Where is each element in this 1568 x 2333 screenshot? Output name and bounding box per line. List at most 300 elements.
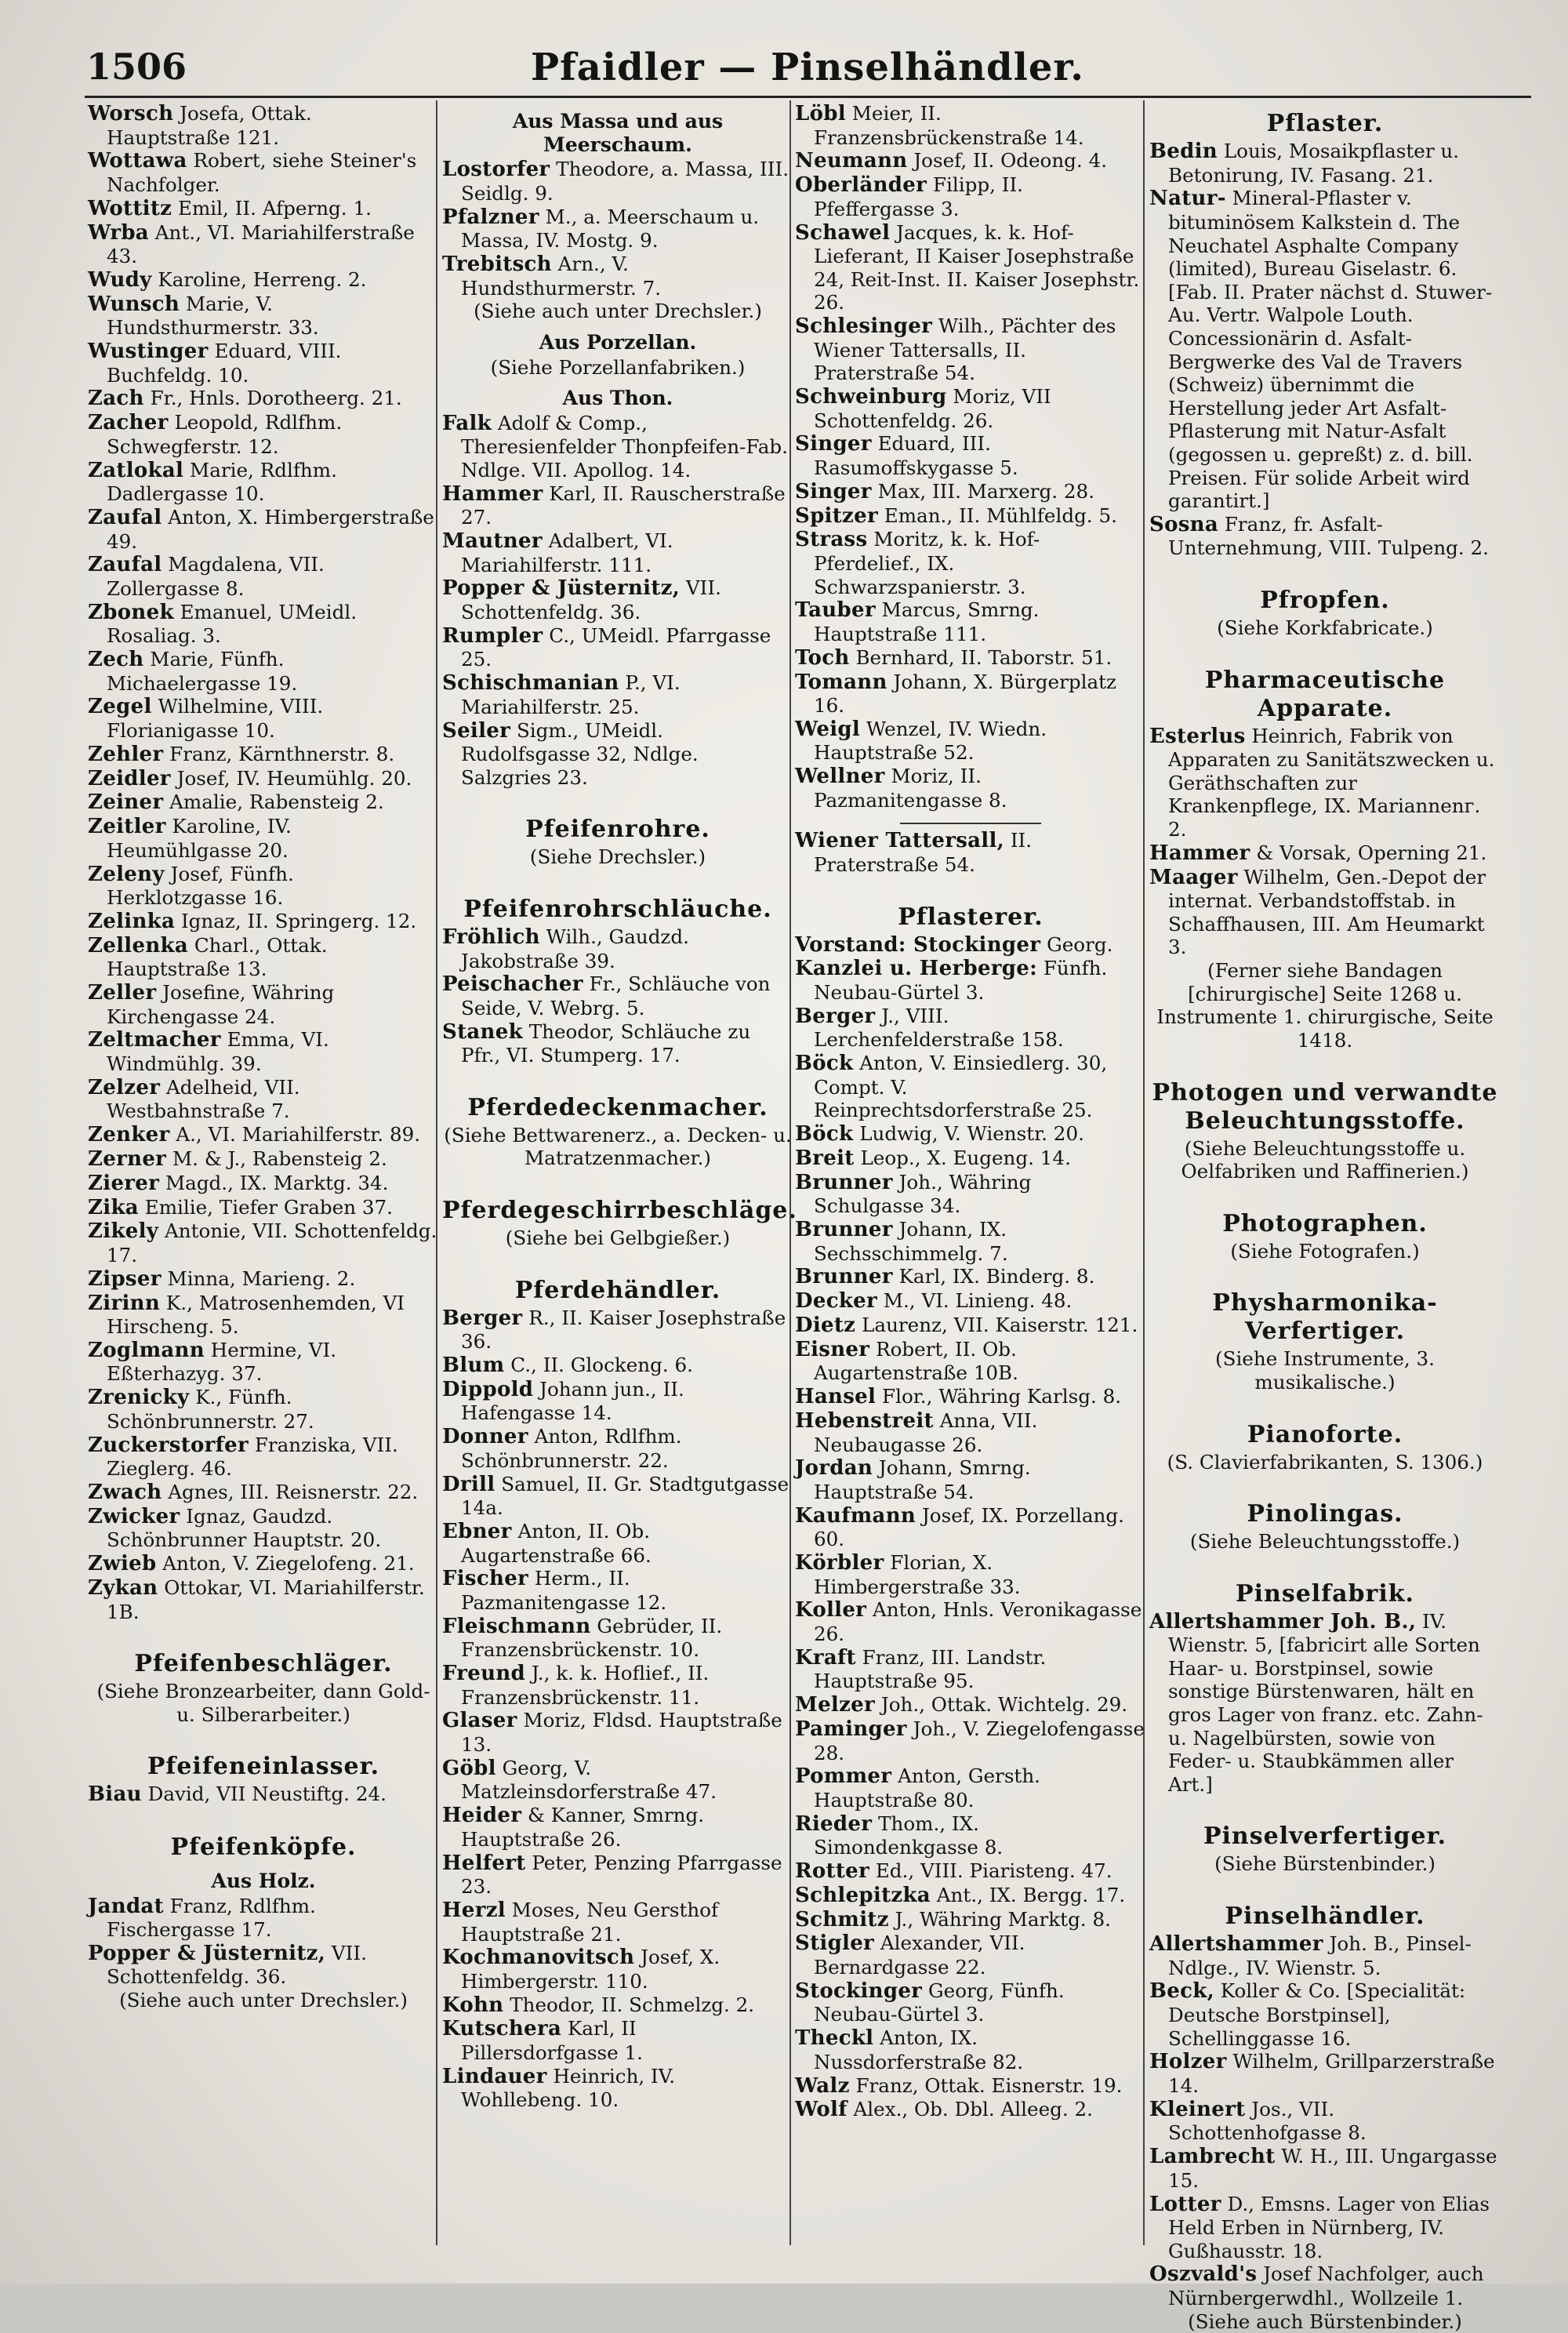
directory-entry <box>88 411 439 458</box>
entry-details: C., UMeidl. Pfarrgasse 25. <box>461 623 771 671</box>
section-heading: Pfeifenrohre. <box>525 816 710 844</box>
entry-details: Franz, III. Landstr. Hauptstraße 95. <box>814 1645 1047 1693</box>
section-heading: Pfeifenbeschläger. <box>134 1650 393 1678</box>
section-heading: Pinselhändler. <box>1225 1902 1425 1931</box>
entry-details: IV. Wienstr. 5, [fabricirt alle Sorten Haar- u. Borstpinsel, sowie sonstige Bürstenwaren, hält en gros Lager von franz. etc. Zahn- u. Nagelbürsten, sowie von Feder- u. Staubkämmen aller Art.] <box>1168 1609 1483 1796</box>
directory-entry <box>795 933 1146 958</box>
entry-name: Zacher <box>88 411 169 435</box>
entry-details: Franz, Ottak. Eisnerstr. 19. <box>855 2073 1123 2097</box>
entry-name: Spitzer <box>795 503 878 528</box>
entry-details: Peter, Penzing Pfarrgasse 23. <box>461 1851 782 1899</box>
directory-entry <box>795 385 1146 432</box>
directory-entry <box>795 1338 1146 1385</box>
entry-details: Moriz, II. Pazmanitengasse 8. <box>814 765 1007 812</box>
subsection-heading: Aus Holz. <box>211 1869 316 1892</box>
entry-name: Zehler <box>88 742 164 766</box>
entry-name: Kochmanovitsch <box>442 1946 635 1970</box>
entry-name: Mautner <box>442 529 543 554</box>
directory-entry <box>1149 2193 1501 2263</box>
header-rule <box>85 96 1531 98</box>
directory-entry <box>442 1757 793 1804</box>
entry-details: Samuel, II. Gr. Stadtgutgasse 14a. <box>461 1472 789 1520</box>
cross-reference: (Siehe auch unter Drechsler.) <box>474 300 762 323</box>
entry-name: Paminger <box>795 1717 907 1741</box>
directory-entry <box>795 670 1146 718</box>
entry-name: Schawel <box>795 220 891 245</box>
directory-entry <box>88 1076 439 1123</box>
column-2 <box>442 102 797 2266</box>
directory-entry <box>88 790 439 815</box>
entry-details: Joh., Ottak. Wichtelg. 29. <box>880 1693 1128 1717</box>
cross-reference: (Siehe Bronzearbeiter, dann Gold- u. Silberarbeiter.) <box>96 1680 430 1726</box>
directory-entry <box>442 1899 793 1946</box>
entry-details: Marie, Fünfh. Michaelergasse 19. <box>107 648 298 695</box>
directory-entry <box>795 1764 1146 1812</box>
entry-details: Ottokar, VI. Mariahilferstr. 1B. <box>107 1575 425 1623</box>
entry-name: Allertshammer <box>1149 1932 1323 1957</box>
entry-details: Karl, IX. Binderg. 8. <box>898 1265 1095 1288</box>
entry-name: Esterlus <box>1149 724 1246 748</box>
entry-details: Robert, siehe Steiner's Nachfolger. <box>107 149 417 196</box>
directory-entry <box>795 314 1146 385</box>
entry-details: Anton, V. Einsiedlerg. 30, Compt. V. Reinprechtsdorferstraße 25. <box>814 1052 1108 1122</box>
entry-name: Zipser <box>88 1266 162 1291</box>
directory-entry <box>88 1339 439 1386</box>
subsection-heading: Aus Massa und aus Meerschaum. <box>512 110 724 156</box>
directory-entry <box>1149 866 1501 959</box>
directory-entry <box>88 506 439 553</box>
entry-name: Fröhlich <box>442 925 540 949</box>
entry-details: Thom., IX. Simondenkgasse 8. <box>814 1812 1004 1859</box>
directory-entry <box>88 149 439 196</box>
entry-name: Zeltmacher <box>88 1028 221 1052</box>
entry-details: Johann, IX. Sechsschimmelg. 7. <box>814 1218 1008 1265</box>
directory-entry <box>88 1386 439 1433</box>
entry-name: Bedin <box>1149 140 1218 163</box>
entry-details: R., II. Kaiser Josephstraße 36. <box>461 1306 786 1354</box>
subsection-heading: Aus Thon. <box>562 387 673 410</box>
entry-name: Pommer <box>795 1764 892 1789</box>
entry-name: Zeller <box>88 981 157 1005</box>
entry-details: Johann, X. Bürgerplatz 16. <box>814 670 1116 718</box>
entry-details: Josefine, Währing Kirchengasse 24. <box>107 981 335 1028</box>
entry-details: D., Emsns. Lager von Elias Held Erben in Nürnberg, IV. Gußhausstr. 18. <box>1168 2192 1490 2262</box>
directory-entry <box>442 1852 793 1899</box>
directory-entry <box>442 205 793 253</box>
section-heading: Pflasterer. <box>898 903 1044 931</box>
directory-entry <box>88 767 439 791</box>
entry-name: Zeleny <box>88 862 165 886</box>
entry-name: Pfalzner <box>442 205 539 229</box>
directory-entry <box>795 829 1146 876</box>
entry-name: Zaufal <box>88 505 162 529</box>
entry-name: Rotter <box>795 1859 870 1884</box>
entry-name: Zika <box>88 1195 139 1219</box>
section-heading: Pferdegeschirrbeschläge. <box>442 1197 797 1225</box>
entry-details: Jacques, k. k. Hof-Lieferant, II Kaiser Josephstraße 24, Reit-Inst. II. Kaiser Josephstr. 26. <box>814 220 1140 314</box>
entry-details: VII. Schottenfeldg. 36. <box>107 1941 367 1989</box>
directory-entry <box>1149 2098 1501 2145</box>
entry-name: Kohn <box>442 1993 504 2017</box>
entry-name: Trebitsch <box>442 252 552 276</box>
entry-name: Zeitler <box>88 815 166 839</box>
entry-name: Wolf <box>795 2098 848 2122</box>
entry-details: II. Praterstraße 54. <box>814 829 1033 877</box>
entry-name: Zuckerstorfer <box>88 1433 249 1457</box>
entry-name: Hebenstreit <box>795 1408 934 1433</box>
column-1 <box>88 102 439 2266</box>
entry-name: Zierer <box>88 1171 160 1195</box>
directory-entry <box>442 1662 793 1709</box>
entry-details: Emilie, Tiefer Graben 37. <box>144 1195 393 1219</box>
directory-entry <box>88 1782 439 1807</box>
entry-name: Zoglmann <box>88 1338 205 1362</box>
entry-details: Ant., IX. Bergg. 17. <box>936 1883 1126 1906</box>
entry-name: Zelinka <box>88 909 176 933</box>
entry-details: Theodor, Schläuche zu Pfr., VI. Stumperg. 17. <box>461 1019 751 1067</box>
entry-details: David, VII Neustiftg. 24. <box>147 1782 387 1806</box>
entry-name: Lostorfer <box>442 158 550 182</box>
entry-details: Leopold, Rdlfhm. Schwegferstr. 12. <box>107 411 343 458</box>
entry-details: W. H., III. Ungargasse 15. <box>1168 2145 1497 2192</box>
entry-details: Wilhelmine, VIII. Florianigasse 10. <box>107 695 324 743</box>
directory-entry <box>795 2074 1146 2099</box>
entry-details: Johann jun., II. Hafengasse 14. <box>461 1377 684 1425</box>
entry-details: J., VIII. Lerchenfelderstraße 158. <box>814 1004 1064 1052</box>
entry-details: Josef, X. Himbergerstr. 110. <box>461 1946 720 1993</box>
entry-name: Brunner <box>795 1265 893 1289</box>
directory-entry <box>795 1052 1146 1122</box>
directory-entry <box>1149 140 1501 187</box>
entry-details: Agnes, III. Reisnerstr. 22. <box>168 1481 419 1503</box>
directory-entry <box>795 1265 1146 1289</box>
entry-details: Ed., VIII. Piaristeng. 47. <box>875 1859 1112 1883</box>
entry-name: Brunner <box>795 1218 893 1242</box>
directory-entry <box>442 1804 793 1851</box>
entry-details: Leop., X. Eugeng. 14. <box>860 1146 1071 1169</box>
entry-details: Anton, V. Ziegelofeng. 21. <box>162 1552 415 1575</box>
entry-name: Zeidler <box>88 766 171 790</box>
entry-name: Zelzer <box>88 1075 161 1099</box>
entry-name: Wiener Tattersall, <box>795 829 1005 853</box>
entry-name: Brunner <box>795 1170 893 1194</box>
entry-details: Flor., Währing Karlsg. 8. <box>882 1385 1122 1408</box>
directory-entry <box>795 1171 1146 1218</box>
directory-entry <box>795 1385 1146 1409</box>
entry-name: Helfert <box>442 1851 526 1875</box>
directory-entry <box>88 1552 439 1576</box>
entry-name: Blum <box>442 1354 505 1377</box>
running-title: Pfaidler — Pinselhändler. <box>531 45 1084 89</box>
directory-entry <box>442 1615 793 1662</box>
directory-entry <box>442 1378 793 1425</box>
directory-entry <box>795 1005 1146 1052</box>
directory-entry <box>795 1409 1146 1456</box>
entry-details: Bernhard, II. Taborstr. 51. <box>855 645 1112 669</box>
directory-entry <box>88 553 439 600</box>
entry-name: Zach <box>88 387 144 411</box>
entry-name: Jandat <box>88 1894 164 1918</box>
section-rule <box>900 823 1041 824</box>
entry-details: & Kanner, Smrng. Hauptstraße 26. <box>461 1804 705 1851</box>
entry-details: Ludwig, V. Wienstr. 20. <box>859 1122 1084 1146</box>
section-heading: Pfropfen. <box>1260 587 1390 615</box>
entry-name: Decker <box>795 1289 877 1314</box>
cross-reference: (Siehe Bettwarenerz., a. Decken- u. Matratzenmacher.) <box>444 1123 792 1170</box>
entry-name: Wudy <box>88 267 152 292</box>
entry-name: Rieder <box>795 1812 873 1836</box>
directory-entry <box>795 1646 1146 1693</box>
entry-details: Karl, II. Rauscherstraße 27. <box>461 481 786 529</box>
entry-details: Emanuel, UMeidl. Rosaliag. 3. <box>107 600 358 648</box>
directory-entry <box>795 2098 1146 2122</box>
directory-entry <box>88 695 439 742</box>
directory-entry <box>795 504 1146 529</box>
directory-entry <box>1149 2262 1501 2309</box>
entry-name: Zbonek <box>88 600 174 624</box>
entry-details: Eduard, III. Rasumoffskygasse 5. <box>814 432 1018 480</box>
entry-details: Moriz, VII Schottenfeldg. 26. <box>814 385 1051 432</box>
entry-name: Lindauer <box>442 2064 547 2088</box>
directory-entry <box>795 1456 1146 1503</box>
cross-reference: (Siehe Drechsler.) <box>529 845 706 869</box>
directory-entry <box>88 197 439 221</box>
entry-name: Ebner <box>442 1519 512 1543</box>
directory-entry <box>88 1505 439 1552</box>
entry-details: Louis, Mosaikpflaster u. Betonirung, IV. Fasang. 21. <box>1168 140 1460 187</box>
entry-name: Zegel <box>88 695 152 719</box>
entry-name: Natur- <box>1149 187 1226 211</box>
entry-name: Dippold <box>442 1377 534 1401</box>
entry-details: Anton, IX. Nussdorferstraße 82. <box>814 2026 1024 2073</box>
entry-name: Melzer <box>795 1693 876 1717</box>
entry-details: Wilh., Pächter des Wiener Tattersalls, II. Praterstraße 54. <box>814 314 1116 385</box>
entry-name: Hammer <box>442 481 543 506</box>
directory-entry <box>88 221 439 268</box>
directory-entry <box>442 2065 793 2112</box>
directory-entry <box>442 1020 793 1067</box>
directory-entry <box>795 480 1146 504</box>
directory-entry <box>795 1979 1146 2026</box>
directory-entry <box>795 528 1146 598</box>
entry-details: Adelheid, VII. Westbahnstraße 7. <box>107 1075 300 1123</box>
entry-name: Heider <box>442 1804 522 1828</box>
entry-details: Anton, Rdlfhm. Schönbrunnerstr. 22. <box>461 1425 682 1472</box>
entry-name: Holzer <box>1149 2050 1227 2074</box>
entry-details: Antonie, VII. Schottenfeldg. 17. <box>107 1219 437 1266</box>
directory-entry <box>1149 513 1501 560</box>
section-heading: Pfeifenköpfe. <box>170 1833 357 1861</box>
entry-name: Neumann <box>795 149 908 173</box>
directory-entry <box>88 1147 439 1172</box>
directory-entry <box>88 981 439 1028</box>
directory-entry <box>795 1147 1146 1171</box>
entry-name: Zech <box>88 648 144 672</box>
entry-name: Zaufal <box>88 553 162 577</box>
column-4 <box>1149 102 1501 2333</box>
entry-details: Ignaz, Gaudzd. Schönbrunner Hauptstr. 20. <box>107 1504 382 1552</box>
entry-details: Magd., IX. Marktg. 34. <box>165 1171 389 1194</box>
entry-name: Stanek <box>442 1019 523 1044</box>
entry-details: Karoline, IV. Heumühlgasse 20. <box>107 815 292 862</box>
directory-entry <box>442 253 793 300</box>
directory-entry <box>88 340 439 387</box>
entry-details: Moritz, k. k. Hof-Pferdelief., IX. Schwarzspanierstr. 3. <box>814 528 1040 598</box>
entry-details: Moses, Neu Gersthof Hauptstraße 21. <box>461 1898 719 1946</box>
entry-name: Singer <box>795 432 872 456</box>
section-heading: Pinselfabrik. <box>1236 1579 1414 1608</box>
entry-name: Beck, <box>1149 1979 1214 2004</box>
entry-details: Franziska, VII. Zieglerg. 46. <box>107 1433 398 1481</box>
entry-name: Stigler <box>795 1931 875 1956</box>
section-heading: Physharmonika-Verfertiger. <box>1212 1289 1438 1346</box>
entry-details: K., Fünfh. Schönbrunnerstr. 27. <box>107 1386 314 1433</box>
entry-name: Jordan <box>795 1456 873 1481</box>
directory-entry <box>442 972 793 1019</box>
entry-name: Zeiner <box>88 790 164 815</box>
entry-name: Berger <box>795 1004 876 1028</box>
directory-entry <box>795 1598 1146 1645</box>
directory-entry <box>442 482 793 529</box>
entry-details: Eduard, VIII. Buchfeldg. 10. <box>107 340 342 387</box>
page-header <box>86 45 1529 100</box>
entry-details: Max, III. Marxerg. 28. <box>877 479 1095 503</box>
directory-entry <box>795 432 1146 479</box>
directory-entry <box>88 1267 439 1292</box>
entry-details: Alex., Ob. Dbl. Alleeg. 2. <box>853 2098 1093 2121</box>
entry-details: M., VI. Linieng. 48. <box>883 1289 1073 1313</box>
entry-details: Ant., VI. Mariahilferstraße 43. <box>107 220 415 268</box>
section-heading: Pharmaceutische Apparate. <box>1204 666 1446 722</box>
entry-name: Zwach <box>88 1481 162 1504</box>
section-heading: Pferdedeckenmacher. <box>467 1093 768 1121</box>
entry-details: K., Matrosenhemden, VI Hirscheng. 5. <box>107 1291 405 1339</box>
directory-entry <box>88 934 439 981</box>
entry-details: Anton, Gersth. Hauptstraße 80. <box>814 1764 1040 1812</box>
entry-details: Filipp, II. Pfeffergasse 3. <box>814 173 1023 220</box>
entry-details: Josef, IV. Heumühlg. 20. <box>176 766 412 790</box>
directory-entry <box>795 1884 1146 1908</box>
directory-entry <box>442 1520 793 1567</box>
directory-entry <box>795 765 1146 812</box>
cross-reference: (Siehe Porzellanfabriken.) <box>490 355 746 379</box>
entry-name: Stockinger <box>795 1979 923 2003</box>
section-heading: Pinselverfertiger. <box>1203 1822 1447 1851</box>
entry-name: Fleischmann <box>442 1614 591 1638</box>
directory-entry <box>442 1306 793 1354</box>
entry-details: Emma, VI. Windmühlg. 39. <box>107 1028 329 1076</box>
entry-name: Wunsch <box>88 292 180 316</box>
directory-entry <box>88 1219 439 1266</box>
directory-entry <box>1149 841 1501 866</box>
entry-name: Worsch <box>88 102 174 125</box>
entry-details: Johann, Smrng. Hauptstraße 54. <box>814 1456 1031 1503</box>
entry-details: Karl, II Pillersdorfgasse 1. <box>461 2017 643 2065</box>
directory-entry <box>795 1122 1146 1147</box>
entry-details: Emil, II. Afperng. 1. <box>178 196 372 220</box>
entry-details: Joh. B., Pinsel-Ndlge., IV. Wienstr. 5. <box>1168 1932 1472 1979</box>
directory-entry <box>795 598 1146 645</box>
directory-entry <box>88 910 439 934</box>
directory-entry <box>795 1314 1146 1338</box>
cross-reference: (Siehe Beleuchtungsstoffe u. Oelfabriken und Raffinerien.) <box>1181 1136 1469 1183</box>
column-3 <box>795 102 1146 2266</box>
directory-entry <box>795 1812 1146 1859</box>
directory-entry <box>442 671 793 718</box>
entry-name: Böck <box>795 1052 854 1076</box>
directory-entry <box>1149 187 1501 512</box>
section-heading: Photographen. <box>1222 1209 1428 1237</box>
directory-entry <box>442 576 793 623</box>
entry-details: Charl., Ottak. Hauptstraße 13. <box>107 933 328 981</box>
entry-name: Singer <box>795 479 872 503</box>
directory-entry <box>442 1354 793 1378</box>
entry-details: Franz, fr. Asfalt-Unternehmung, VIII. Tulpeng. 2. <box>1168 512 1490 560</box>
entry-details: Theodor, II. Schmelzg. 2. <box>510 1993 755 2016</box>
entry-name: Biau <box>88 1782 142 1807</box>
entry-name: Toch <box>795 645 850 670</box>
cross-reference: (Siehe Instrumente, 3. musikalische.) <box>1215 1347 1435 1394</box>
entry-details: VII. Schottenfeldg. 36. <box>461 576 721 623</box>
directory-entry <box>88 1172 439 1196</box>
entry-details: Koller & Co. [Specialität: Deutsche Borstpinsel], Schellinggasse 16. <box>1168 1979 1466 2050</box>
directory-entry <box>442 1473 793 1520</box>
entry-name: Wottitz <box>88 196 172 220</box>
cross-reference: (Siehe Beleuchtungsstoffe.) <box>1189 1530 1461 1554</box>
entry-details: Moriz, Fldsd. Hauptstraße 13. <box>461 1709 782 1756</box>
entry-details: Wilhelm, Grillparzerstraße 14. <box>1168 2050 1495 2097</box>
entry-name: Fischer <box>442 1567 529 1591</box>
directory-entry <box>442 1425 793 1472</box>
directory-entry <box>88 459 439 506</box>
entry-name: Donner <box>442 1425 528 1449</box>
section-heading: Pflaster. <box>1266 110 1384 137</box>
directory-entry <box>442 1946 793 1993</box>
entry-name: Vorstand: Stockinger <box>795 932 1041 957</box>
directory-entry <box>88 863 439 910</box>
directory-entry <box>1149 1610 1501 1797</box>
entry-details: Theodore, a. Massa, III. Seidlg. 9. <box>461 158 789 205</box>
directory-entry <box>88 268 439 293</box>
entry-name: Maager <box>1149 865 1238 889</box>
entry-details: Franz, Rdlfhm. Fischergasse 17. <box>107 1894 316 1942</box>
entry-details: Marcus, Smrng. Hauptstraße 111. <box>814 598 1040 645</box>
directory-entry <box>795 102 1146 149</box>
entry-name: Lambrecht <box>1149 2145 1276 2169</box>
directory-entry <box>88 1434 439 1481</box>
directory-entry <box>442 158 793 205</box>
section-heading: Pianoforte. <box>1247 1420 1403 1448</box>
entry-details: Franz, Kärnthnerstr. 8. <box>169 742 395 765</box>
entry-name: Zikely <box>88 1219 159 1244</box>
entry-name: Wustinger <box>88 340 209 364</box>
entry-name: Böck <box>795 1122 854 1147</box>
entry-details: M. & J., Rabensteig 2. <box>172 1147 387 1170</box>
entry-name: Zerner <box>88 1147 167 1171</box>
entry-name: Weigl <box>795 717 861 741</box>
directory-entry <box>442 1567 793 1614</box>
entry-details: Amalie, Rabensteig 2. <box>169 790 384 814</box>
directory-entry <box>795 1693 1146 1717</box>
entry-name: Lotter <box>1149 2192 1221 2216</box>
entry-name: Kanzlei u. Herberge: <box>795 957 1038 981</box>
entry-details: Alexander, VII. Bernardgasse 22. <box>814 1931 1025 1979</box>
entry-name: Freund <box>442 1662 526 1686</box>
entry-details: Marie, V. Hundsthurmerstr. 33. <box>107 292 319 340</box>
entry-details: Ignaz, II. Springerg. 12. <box>180 909 417 932</box>
directory-entry <box>88 648 439 695</box>
entry-name: Popper & Jüsternitz, <box>88 1941 326 1965</box>
